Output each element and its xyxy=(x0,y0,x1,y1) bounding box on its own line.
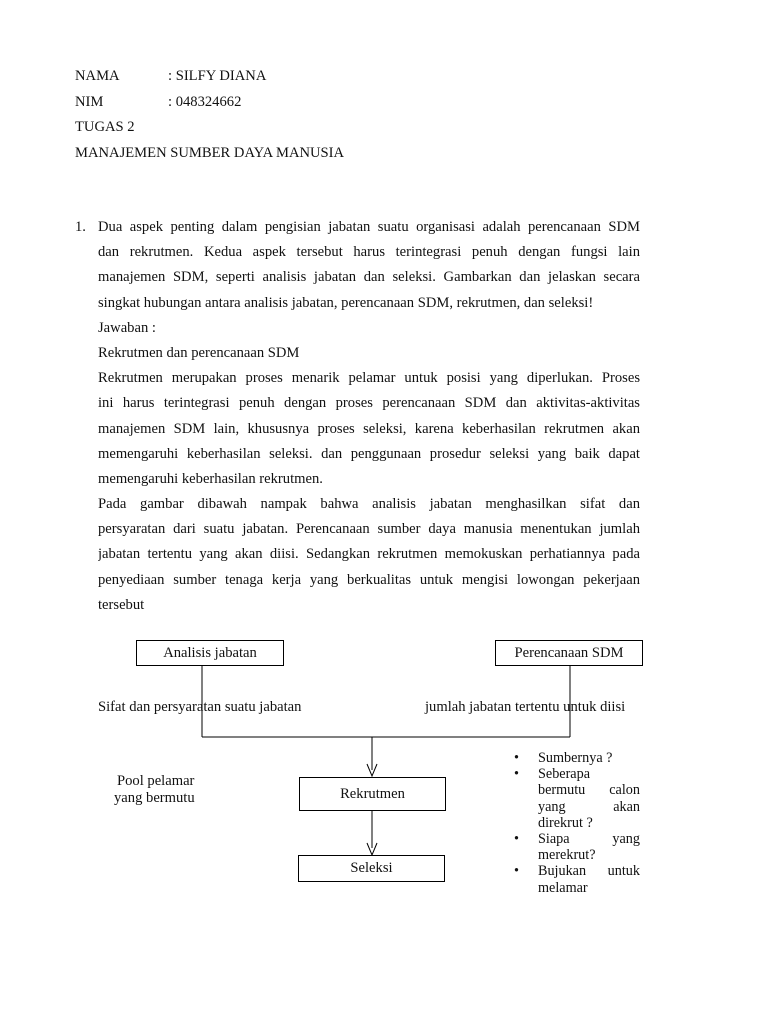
recruitment-questions-list xyxy=(512,750,640,896)
nama-label: NAMA xyxy=(75,68,120,84)
box-analisis-jabatan: Analisis jabatan xyxy=(136,640,284,666)
bullet-icon: • xyxy=(514,766,519,783)
question-line: manajemen SDM, seperti analisis jabatan dan seleksi. Gambarkan dan jelaskan secara xyxy=(98,269,640,286)
course-title: MANAJEMEN SUMBER DAYA MANUSIA xyxy=(75,145,345,161)
nama-value: : SILFY DIANA xyxy=(168,68,267,84)
answer-p1-line: manajemen SDM lain, khususnya proses seleksi, karena keberhasilan rekrutmen akan xyxy=(98,420,640,437)
label-pool-line1: Pool pelamar xyxy=(117,773,195,789)
list-item: • Bujukan untuk melamar xyxy=(514,863,640,896)
label-sifat-persyaratan: Sifat dan persyaratan suatu jabatan xyxy=(98,699,302,715)
box-perencanaan-sdm: Perencanaan SDM xyxy=(495,640,643,666)
box-seleksi: Seleksi xyxy=(298,855,445,882)
bullet-icon: • xyxy=(514,750,519,766)
list-item: • Seberapa bermutu calon yang akan direkrut ? xyxy=(514,766,640,831)
answer-p1-line: ini harus terintegrasi penuh dengan proses perencanaan SDM dan aktivitas-aktivitas xyxy=(98,395,640,412)
answer-p2-line: tersebut xyxy=(98,596,145,613)
question-line: singkat hubungan antara analisis jabatan, perencanaan SDM, rekrutmen, dan seleksi! xyxy=(98,294,594,311)
answer-p2-line: persyaratan dari suatu jabatan. Perencanaan sumber daya manusia menentukan jumlah xyxy=(98,521,640,538)
bullet-icon: • xyxy=(514,863,519,880)
bullet-icon: • xyxy=(514,831,519,848)
answer-p1-line: memengaruhi keberhasilan rekrutmen. xyxy=(98,470,323,487)
answer-p2-line: jabatan tertentu yang akan diisi. Sedangkan rekrutmen memokuskan perhatiannya pada xyxy=(98,546,640,563)
nim-value: : 048324662 xyxy=(168,94,242,110)
nim-label: NIM xyxy=(75,94,104,110)
answer-label: Jawaban : xyxy=(98,319,156,336)
question-number: 1. xyxy=(75,219,86,235)
answer-p2-line: penyediaan sumber tenaga kerja yang berkualitas untuk mengisi lowongan pekerjaan xyxy=(98,571,640,588)
answer-p2-line: Pada gambar dibawah nampak bahwa analisis jabatan menghasilkan sifat dan xyxy=(98,496,640,513)
list-item: • Siapa yang merekrut? xyxy=(514,831,640,864)
answer-p1-line: memengaruhi keberhasilan seleksi. dan penggunaan prosedur seleksi yang baik dapat xyxy=(98,445,640,462)
question-line: dan rekrutmen. Kedua aspek tersebut harus terintegrasi penuh dengan fungsi lain xyxy=(98,244,640,261)
answer-subheading: Rekrutmen dan perencanaan SDM xyxy=(98,344,300,361)
label-jumlah-jabatan: jumlah jabatan tertentu untuk diisi xyxy=(425,699,626,715)
list-item: • Sumbernya ? xyxy=(514,750,613,766)
label-pool-line2: yang bermutu xyxy=(114,790,195,806)
answer-p1-line: Rekrutmen merupakan proses menarik pelamar untuk posisi yang diperlukan. Proses xyxy=(98,370,640,387)
tugas-label: TUGAS 2 xyxy=(75,119,135,135)
question-line: Dua aspek penting dalam pengisian jabatan suatu organisasi adalah perencanaan SDM xyxy=(98,219,640,235)
box-rekrutmen: Rekrutmen xyxy=(299,777,446,811)
